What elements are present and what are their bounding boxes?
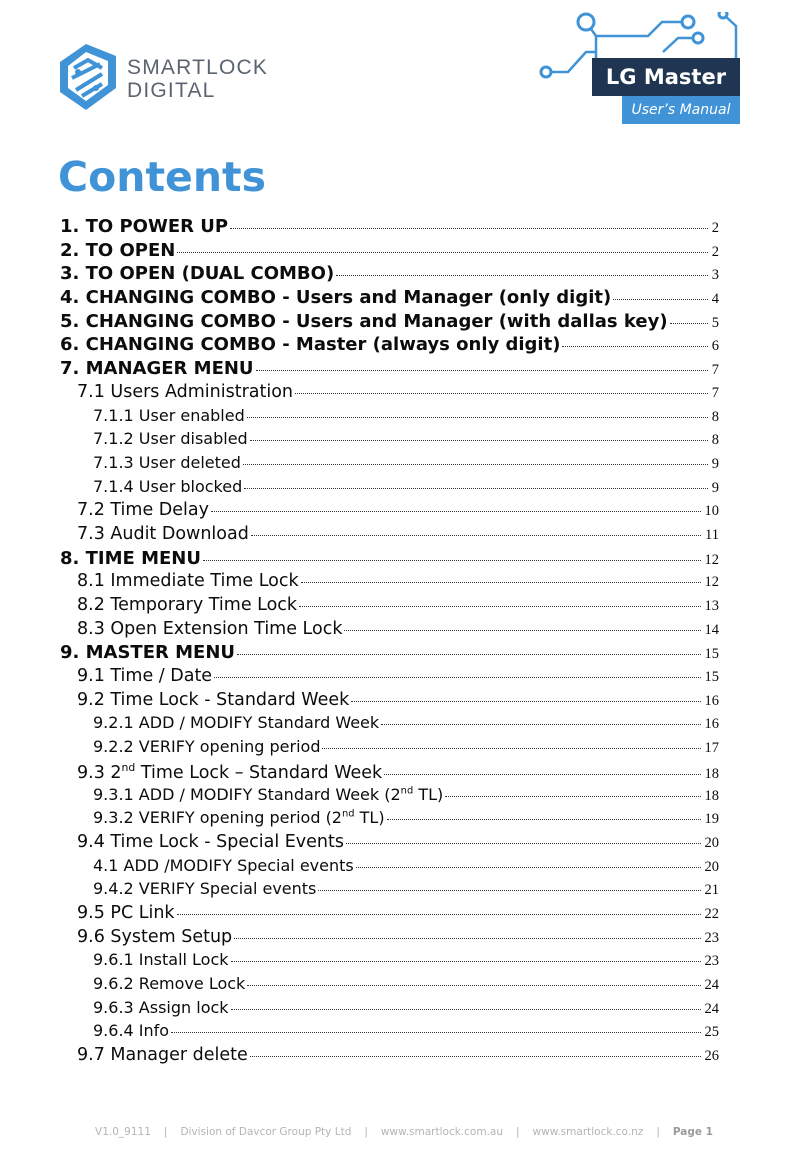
toc-entry-title: 2. TO OPEN: [60, 239, 176, 261]
toc-page-number: 15: [704, 646, 719, 663]
toc-entry[interactable]: [60, 642, 719, 666]
toc-leader-dots: [387, 819, 701, 820]
toc-leader-dots: [562, 346, 707, 347]
toc-entry[interactable]: [60, 761, 719, 785]
toc-leader-dots: [230, 228, 708, 229]
toc-leader-dots: [299, 606, 700, 607]
toc-leader-dots: [295, 393, 708, 394]
toc-page-number: 18: [704, 787, 719, 804]
toc-page-number: 7: [711, 384, 719, 401]
toc-entry[interactable]: [60, 358, 719, 382]
toc-leader-dots: [318, 890, 700, 891]
footer-page-number: Page 1: [672, 1126, 713, 1138]
toc-entry[interactable]: [60, 903, 719, 927]
toc-leader-dots: [346, 843, 701, 844]
toc-entry[interactable]: [60, 619, 719, 643]
toc-page-number: 6: [711, 338, 719, 355]
toc-entry-title: 6. CHANGING COMBO - Master (always only digit): [60, 334, 561, 356]
toc-page-number: 18: [704, 765, 719, 782]
toc-page-number: 22: [704, 905, 719, 922]
toc-page-number: 17: [704, 740, 719, 757]
toc-entry-title: 9.6.1 Install Lock: [93, 950, 229, 970]
toc-entry[interactable]: [60, 524, 719, 548]
toc-entry-title: 3. TO OPEN (DUAL COMBO): [60, 263, 335, 285]
toc-leader-dots: [211, 511, 701, 512]
toc-entry[interactable]: [60, 1021, 719, 1045]
toc-entry[interactable]: [60, 690, 719, 714]
toc-page-number: 11: [705, 526, 719, 543]
toc-page-number: 19: [704, 811, 719, 828]
toc-entry-title: 9.1 Time / Date: [77, 666, 213, 687]
product-subtitle: User’s Manual: [622, 96, 740, 124]
toc-entry-title: 1. TO POWER UP: [60, 216, 229, 237]
toc-entry[interactable]: [60, 737, 719, 761]
toc-entry-title: 9.2.1 ADD / MODIFY Standard Week: [93, 713, 380, 733]
table-of-contents: [60, 216, 719, 1069]
toc-page-number: 8: [711, 432, 719, 449]
toc-entry-title: 9.3.1 ADD / MODIFY Standard Week (2nd TL): [93, 784, 444, 804]
toc-entry[interactable]: [60, 856, 719, 880]
toc-leader-dots: [247, 417, 708, 418]
toc-leader-dots: [244, 488, 708, 489]
footer-link-nz[interactable]: www.smartlock.co.nz: [532, 1126, 644, 1138]
toc-entry[interactable]: [60, 666, 719, 690]
toc-entry-title: 9.6 System Setup: [77, 926, 233, 947]
toc-page-number: 5: [711, 314, 719, 331]
toc-leader-dots: [177, 252, 707, 253]
toc-entry-title: 9.2.2 VERIFY opening period: [93, 737, 321, 757]
toc-entry-title: 4.1 ADD /MODIFY Special events: [93, 855, 354, 875]
footer-link-au[interactable]: www.smartlock.com.au: [380, 1126, 503, 1138]
toc-entry[interactable]: [60, 311, 719, 335]
toc-entry[interactable]: [60, 382, 719, 406]
toc-entry-title: 9.6.3 Assign lock: [93, 997, 229, 1017]
toc-page-number: 24: [704, 1000, 719, 1017]
toc-entry-title: 7.1.4 User blocked: [93, 476, 243, 496]
toc-entry-title: 4. CHANGING COMBO - Users and Manager (only digit): [60, 287, 612, 309]
toc-entry[interactable]: [60, 571, 719, 595]
toc-leader-dots: [445, 796, 700, 797]
toc-entry-title: 8.3 Open Extension Time Lock: [77, 618, 343, 639]
toc-leader-dots: [234, 938, 700, 939]
toc-page-number: 25: [704, 1024, 719, 1041]
toc-page-number: 26: [704, 1048, 719, 1065]
toc-page-number: 16: [704, 692, 719, 709]
toc-entry[interactable]: [60, 808, 719, 832]
toc-entry[interactable]: [60, 477, 719, 501]
toc-page-number: 23: [704, 953, 719, 970]
toc-entry-title: 9.3 2nd Time Lock – Standard Week: [77, 760, 383, 783]
toc-entry-title: 9.6.2 Remove Lock: [93, 974, 246, 993]
toc-entry[interactable]: [60, 429, 719, 453]
toc-leader-dots: [301, 582, 701, 583]
footer: V1.0_9111 | Division of Davcor Group Pty Ltd | www.smartlock.com.au | www.smartlock.co.nz | Page 1: [95, 1126, 713, 1138]
toc-leader-dots: [177, 914, 701, 915]
toc-entry[interactable]: [60, 287, 719, 311]
toc-leader-dots: [250, 440, 708, 441]
toc-entry-title: 5. CHANGING COMBO - Users and Manager (with dallas key): [60, 310, 668, 332]
toc-entry-title: 7.3 Audit Download: [77, 523, 249, 544]
toc-entry-title: 9.4.2 VERIFY Special events: [93, 879, 317, 899]
toc-page-number: 3: [711, 267, 719, 284]
toc-entry[interactable]: [60, 548, 719, 572]
toc-leader-dots: [322, 748, 700, 749]
toc-entry[interactable]: [60, 500, 719, 524]
toc-entry-title: 8.2 Temporary Time Lock: [77, 595, 298, 615]
toc-entry[interactable]: [60, 785, 719, 809]
toc-entry-title: 9.3.2 VERIFY opening period (2nd TL): [93, 808, 385, 828]
toc-entry-title: 9.5 PC Link: [77, 902, 175, 923]
toc-page-number: 24: [704, 977, 719, 993]
toc-page-number: 9: [711, 479, 719, 496]
toc-leader-dots: [256, 370, 708, 371]
toc-leader-dots: [251, 535, 701, 536]
toc-entry[interactable]: [60, 240, 719, 264]
toc-entry[interactable]: [60, 879, 719, 903]
toc-entry-title: 8. TIME MENU: [60, 547, 201, 569]
toc-entry-title: 9.6.4 Info: [93, 1021, 170, 1041]
toc-entry-title: 7.1.2 User disabled: [93, 429, 248, 449]
toc-page-number: 12: [704, 551, 719, 568]
toc-entry[interactable]: [60, 595, 719, 619]
toc-page-number: 20: [704, 834, 719, 851]
toc-entry[interactable]: [60, 453, 719, 477]
toc-entry-title: 7.1 Users Administration: [77, 381, 294, 402]
toc-page-number: 12: [704, 574, 719, 591]
product-title: LG Master: [592, 58, 740, 96]
toc-leader-dots: [670, 323, 708, 324]
toc-entry[interactable]: [60, 998, 719, 1022]
toc-leader-dots: [171, 1032, 700, 1033]
footer-division: Division of Davcor Group Pty Ltd: [180, 1126, 352, 1138]
toc-entry[interactable]: [60, 927, 719, 951]
toc-entry[interactable]: [60, 950, 719, 974]
toc-leader-dots: [356, 867, 701, 868]
toc-entry-title: 8.1 Immediate Time Lock: [77, 571, 299, 592]
toc-leader-dots: [243, 464, 708, 465]
toc-entry-title: 9. MASTER MENU: [60, 642, 236, 664]
toc-leader-dots: [214, 677, 700, 678]
toc-entry-title: 9.2 Time Lock - Standard Week: [77, 689, 350, 710]
toc-page-number: 15: [704, 669, 719, 686]
toc-page-number: 7: [711, 362, 719, 379]
toc-leader-dots: [231, 1009, 701, 1010]
toc-entry[interactable]: [60, 263, 719, 287]
footer-version: V1.0_9111: [95, 1126, 151, 1138]
toc-entry-title: 7.1.1 User enabled: [93, 405, 245, 425]
toc-entry[interactable]: [60, 334, 719, 358]
toc-page-number: 13: [704, 598, 719, 614]
toc-page-number: 23: [704, 929, 719, 946]
toc-page-number: 21: [704, 882, 719, 899]
toc-leader-dots: [247, 985, 700, 986]
toc-entry-title: 7.2 Time Delay: [77, 500, 209, 521]
toc-page-number: 4: [711, 291, 719, 308]
toc-page-number: 20: [704, 858, 719, 875]
toc-entry-title: 9.4 Time Lock - Special Events: [77, 831, 344, 852]
toc-leader-dots: [613, 299, 708, 300]
toc-entry-title: 7. MANAGER MENU: [60, 358, 254, 380]
toc-leader-dots: [237, 654, 700, 655]
toc-entry[interactable]: [60, 216, 719, 240]
toc-entry-title: 7.1.3 User deleted: [93, 452, 241, 472]
toc-page-number: 10: [704, 503, 719, 520]
toc-page-number: 9: [711, 455, 719, 472]
toc-entry[interactable]: [60, 974, 719, 998]
toc-leader-dots: [336, 275, 708, 276]
toc-leader-dots: [381, 724, 700, 725]
toc-leader-dots: [250, 1056, 701, 1057]
page-title: Contents: [58, 153, 267, 201]
toc-leader-dots: [231, 961, 701, 962]
toc-entry[interactable]: [60, 1045, 719, 1069]
toc-page-number: 2: [711, 220, 719, 236]
toc-entry[interactable]: [60, 406, 719, 430]
toc-leader-dots: [384, 774, 700, 775]
toc-page-number: 14: [704, 621, 719, 638]
toc-page-number: 16: [704, 716, 719, 733]
toc-leader-dots: [203, 560, 701, 561]
toc-entry[interactable]: [60, 713, 719, 737]
toc-leader-dots: [351, 701, 700, 702]
toc-page-number: 2: [711, 243, 719, 260]
toc-page-number: 8: [711, 408, 719, 425]
toc-entry-title: 9.7 Manager delete: [77, 1045, 248, 1066]
toc-entry[interactable]: [60, 832, 719, 856]
toc-leader-dots: [344, 630, 700, 631]
brand-name: SMARTLOCK DIGITAL: [127, 56, 269, 102]
